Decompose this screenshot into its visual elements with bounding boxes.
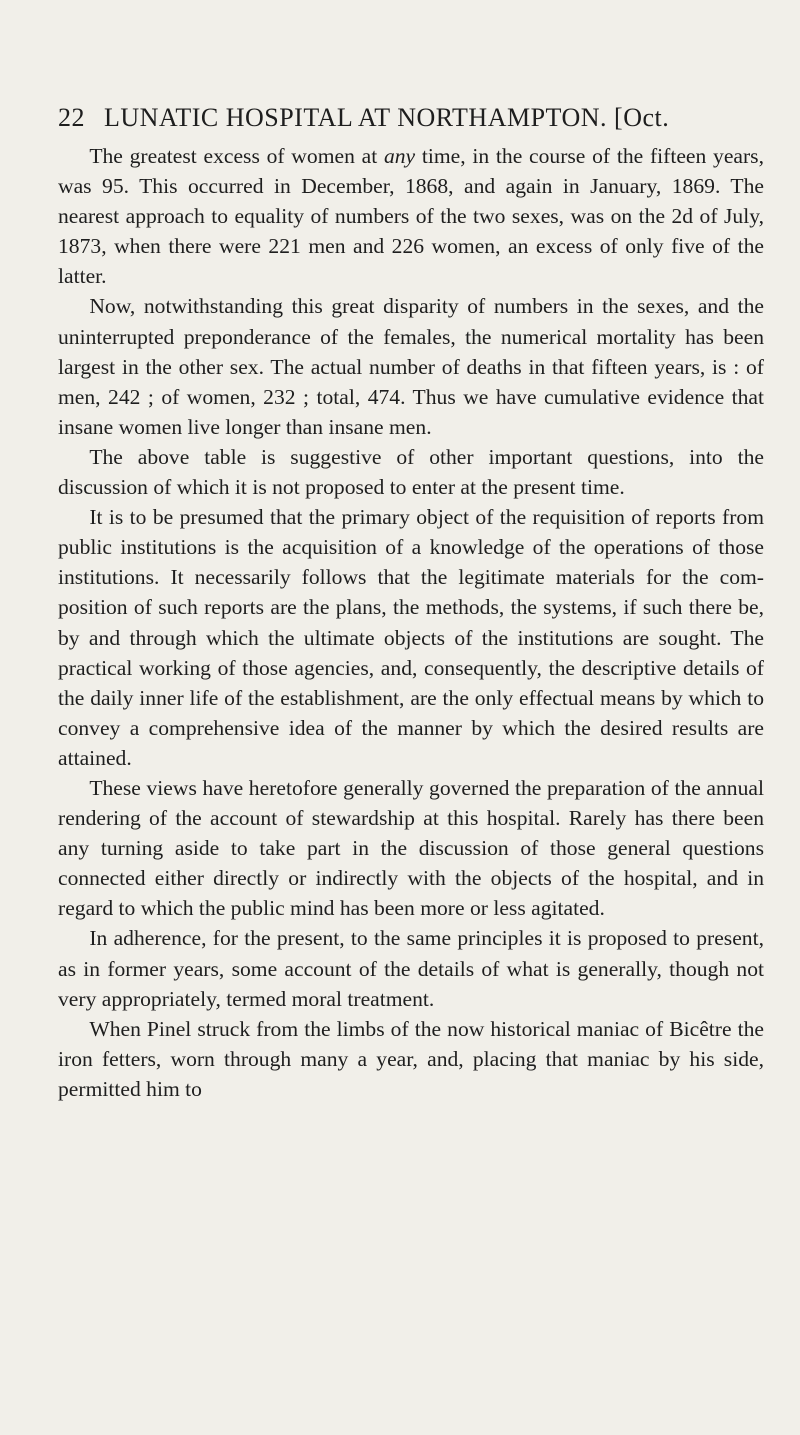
page-number: 22 [58, 103, 85, 132]
paragraph-2: Now, notwithstanding this great disparity of numbers in the sexes, and the uninterrupted preponderance of the females, the numerical mortality has been largest in the other sex. The actual number of deaths in that fifteen years, is : of men, 242 ; of women, 232 ; total, 474. Thus we have cumulative evidence that insane women live longer than insane men. [58, 294, 764, 439]
header-month: [Oct. [614, 103, 670, 132]
body-text [58, 141, 764, 1104]
running-title: LUNATIC HOSPITAL AT NORTHAMPTON. [104, 103, 608, 132]
paragraph-6: In adherence, for the present, to the same principles it is proposed to present, as in former years, some account of the details of what is generally, though not very appropriately, termed moral treatment. [58, 926, 764, 1011]
paragraph-5: These views have heretofore generally governed the preparation of the annual rendering of the account of stewardship at this hospital. Rarely has there been any turning aside to take part in the discussion of those general questions connected either directly or indirectly with the objects of the hospital, and in regard to which the public mind has been more or less agitated. [58, 775, 764, 921]
paragraph-1-text-b: time, in the course of the fifteen years, was 95. This occurred in December, 1868, and again in January, 1869. The nearest approach to equality of numbers of the two sexes, was on the 2d of July, 1873, when there were 221 men and 226 women, an excess of only five of the latter. [58, 144, 764, 289]
running-header [58, 103, 758, 133]
paragraph-1-emphasis: any [383, 144, 416, 168]
paragraph-7: When Pinel struck from the limbs of the now historical maniac of Bicêtre the iron fetters, worn through many a year, and, placing that maniac by his side, permitted him to [58, 1016, 764, 1101]
paragraph-3: The above table is suggestive of other important questions, into the discussion of which it is not proposed to enter at the present time. [58, 444, 764, 500]
paragraph-1-text-a: The greatest excess of women at [89, 144, 384, 168]
paragraph-4: It is to be presumed that the primary object of the requisition of reports from public institutions is the acquisition of a knowledge of the operations of those institutions. It necessarily follows that the legitimate materials for the composition of such reports are the plans, the methods, the systems, if such there be, by and through which the ultimate objects of the institutions are sought. The practical working of those agencies, and, consequently, the descriptive details of the daily inner life of the establishment, are the only effectual means by which to convey a comprehensive idea of the manner by which the desired results are attained. [58, 505, 764, 770]
paragraph-1 [58, 141, 764, 291]
